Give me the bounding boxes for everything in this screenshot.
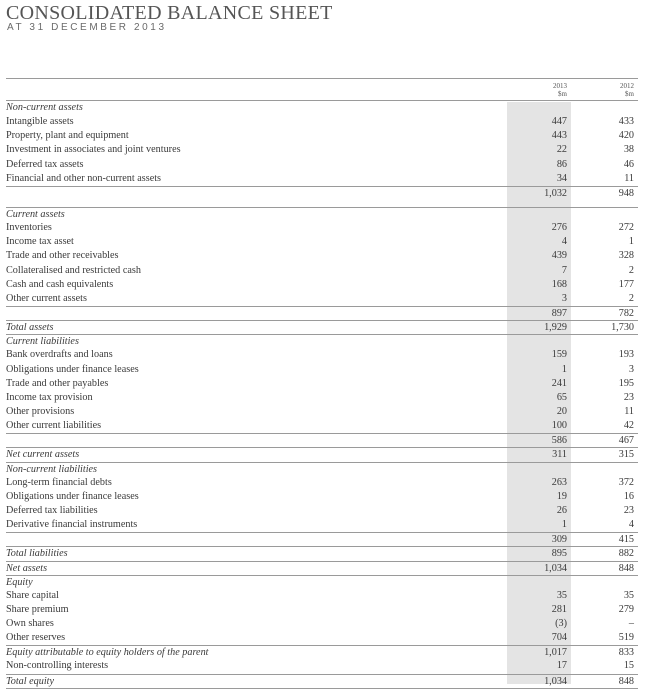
section-spacer	[6, 200, 638, 207]
value-2013: 281	[551, 603, 567, 615]
value-2013: 7	[561, 264, 567, 276]
value-2012: 272	[618, 222, 634, 234]
table-row	[6, 129, 638, 143]
page-subtitle: AT 31 DECEMBER 2013	[7, 22, 167, 33]
column-year: 2012	[620, 82, 634, 90]
balance-sheet-table	[6, 101, 638, 689]
table-row	[6, 249, 638, 263]
value-2013: 1	[561, 519, 567, 531]
column-unit: $m	[558, 90, 567, 98]
row-label: Deferred tax liabilities	[6, 504, 98, 516]
value-2013: 159	[551, 349, 567, 361]
value-2012: 882	[618, 548, 634, 560]
value-2013: 276	[551, 222, 567, 234]
row-label: Share premium	[6, 603, 69, 615]
value-2012: 2	[628, 292, 634, 304]
value-2013: 704	[551, 632, 567, 644]
table-row	[6, 504, 638, 518]
value-2013: 100	[551, 420, 567, 432]
value-2013: 34	[556, 172, 567, 184]
row-label: Total liabilities	[6, 548, 68, 560]
table-top-rule	[6, 78, 638, 79]
value-2012: 948	[618, 187, 634, 199]
section-heading-row	[6, 101, 638, 115]
row-label: Total equity	[6, 675, 55, 687]
row-label: Collateralised and restricted cash	[6, 264, 141, 276]
value-2012: 848	[618, 562, 634, 574]
table-row	[6, 405, 638, 419]
row-label: Non-current assets	[6, 102, 83, 113]
value-2013: 1,017	[544, 647, 567, 659]
value-2013: 895	[551, 548, 567, 560]
value-2012: 11	[624, 172, 634, 184]
value-2013: 309	[551, 534, 567, 546]
row-label: Other provisions	[6, 405, 75, 417]
table-row	[6, 377, 638, 391]
row-label: Financial and other non-current assets	[6, 172, 162, 184]
row-label: Obligations under finance leases	[6, 490, 139, 502]
subtotal-row	[6, 186, 638, 200]
table-row	[6, 391, 638, 405]
row-label: Obligations under finance leases	[6, 363, 139, 375]
table-row	[6, 221, 638, 235]
row-label: Property, plant and equipment	[6, 130, 129, 142]
row-label: Bank overdrafts and loans	[6, 349, 113, 361]
row-label: Long-term financial debts	[6, 476, 112, 488]
table-row	[6, 589, 638, 603]
table-row	[6, 617, 638, 631]
total-row	[6, 645, 638, 659]
table-row	[6, 172, 638, 186]
value-2013: 3	[561, 292, 567, 304]
total-row	[6, 546, 638, 560]
value-2012: 328	[618, 250, 634, 262]
value-2013: 22	[556, 144, 567, 156]
row-label: Other current liabilities	[6, 420, 102, 432]
row-label: Trade and other receivables	[6, 250, 119, 262]
table-row	[6, 278, 638, 292]
value-2013: 311	[552, 449, 567, 461]
value-2013: 86	[556, 158, 567, 170]
value-2012: 372	[618, 476, 634, 488]
value-2013: 586	[551, 435, 567, 447]
subtotal-row	[6, 433, 638, 447]
row-label: Share capital	[6, 589, 59, 601]
value-2012: 420	[618, 130, 634, 142]
value-2012: 467	[618, 435, 634, 447]
value-2012: 23	[623, 504, 634, 516]
value-2013: 1,034	[544, 675, 567, 687]
value-2012: 782	[618, 307, 634, 319]
value-2013: 897	[551, 307, 567, 319]
value-2012: 279	[618, 603, 634, 615]
row-label: Non-controlling interests	[6, 660, 109, 672]
row-label: Inventories	[6, 222, 52, 234]
value-2012: 519	[618, 632, 634, 644]
row-label: Other current assets	[6, 292, 87, 304]
table-row	[6, 476, 638, 490]
value-2013: (3)	[555, 618, 567, 630]
row-label: Derivative financial instruments	[6, 519, 138, 531]
row-label: Intangible assets	[6, 116, 74, 128]
row-label: Trade and other payables	[6, 377, 109, 389]
row-label: Other reserves	[6, 632, 66, 644]
value-2013: 35	[556, 589, 567, 601]
value-2013: 443	[551, 130, 567, 142]
value-2012: 16	[623, 490, 634, 502]
row-label: Net current assets	[6, 449, 80, 461]
value-2012: 2	[628, 264, 634, 276]
value-2013: 439	[551, 250, 567, 262]
value-2013: 1	[561, 363, 567, 375]
value-2013: 26	[556, 504, 567, 516]
value-2012: 177	[618, 278, 634, 290]
value-2012: 4	[628, 519, 634, 531]
value-2013: 168	[551, 278, 567, 290]
value-2013: 4	[561, 236, 567, 248]
value-2012: 11	[624, 405, 634, 417]
table-row	[6, 363, 638, 377]
value-2012: 23	[623, 391, 634, 403]
row-label: Equity attributable to equity holders of the parent	[6, 647, 209, 659]
row-label: Non-current liabilities	[6, 463, 98, 475]
value-2013: 1,032	[544, 187, 567, 199]
subtotal-row	[6, 532, 638, 546]
row-label: Equity	[6, 576, 33, 588]
table-row	[6, 518, 638, 532]
value-2013: 1,034	[544, 562, 567, 574]
table-row	[6, 235, 638, 249]
section-heading-row	[6, 462, 638, 476]
value-2012: 195	[618, 377, 634, 389]
table-row	[6, 158, 638, 172]
value-2013: 17	[556, 660, 567, 672]
column-unit: $m	[625, 90, 634, 98]
row-label: Deferred tax assets	[6, 158, 84, 170]
value-2012: 1,730	[611, 322, 634, 334]
table-row	[6, 659, 638, 673]
value-2013: 241	[551, 377, 567, 389]
table-row	[6, 419, 638, 433]
section-heading-row	[6, 207, 638, 221]
table-row	[6, 490, 638, 504]
value-2012: 433	[618, 116, 634, 128]
value-2012: 15	[623, 660, 634, 672]
table-row	[6, 264, 638, 278]
row-label: Current liabilities	[6, 336, 79, 348]
value-2012: 46	[623, 158, 634, 170]
row-label: Net assets	[6, 562, 48, 574]
table-row	[6, 631, 638, 645]
row-label: Income tax provision	[6, 391, 93, 403]
value-2012: –	[628, 618, 634, 630]
row-label: Investment in associates and joint ventures	[6, 144, 181, 156]
value-2013: 65	[556, 391, 567, 403]
table-row	[6, 143, 638, 157]
total-row	[6, 320, 638, 334]
total-row	[6, 447, 638, 461]
total-row	[6, 561, 638, 575]
value-2013: 19	[556, 490, 567, 502]
value-2012: 193	[618, 349, 634, 361]
section-heading-row	[6, 575, 638, 589]
row-label: Income tax asset	[6, 236, 74, 248]
value-2012: 848	[618, 675, 634, 687]
table-row	[6, 115, 638, 129]
table-row	[6, 603, 638, 617]
value-2012: 42	[623, 420, 634, 432]
row-label: Current assets	[6, 208, 65, 220]
value-2012: 3	[628, 363, 634, 375]
row-label: Own shares	[6, 618, 54, 630]
page-title: CONSOLIDATED BALANCE SHEET	[6, 2, 333, 24]
column-year: 2013	[553, 82, 567, 90]
table-row	[6, 348, 638, 362]
value-2012: 415	[618, 534, 634, 546]
value-2012: 315	[618, 449, 634, 461]
value-2012: 38	[623, 144, 634, 156]
column-header-2012	[584, 82, 634, 98]
value-2013: 447	[551, 116, 567, 128]
value-2013: 1,929	[544, 322, 567, 334]
row-label: Total assets	[6, 322, 54, 334]
value-2013: 20	[556, 405, 567, 417]
value-2012: 833	[618, 647, 634, 659]
value-2012: 1	[628, 236, 634, 248]
section-heading-row	[6, 334, 638, 348]
value-2013: 263	[551, 476, 567, 488]
subtotal-row	[6, 306, 638, 320]
row-label: Cash and cash equivalents	[6, 278, 114, 290]
value-2012: 35	[623, 589, 634, 601]
table-row	[6, 292, 638, 306]
column-header-2013	[520, 82, 567, 98]
